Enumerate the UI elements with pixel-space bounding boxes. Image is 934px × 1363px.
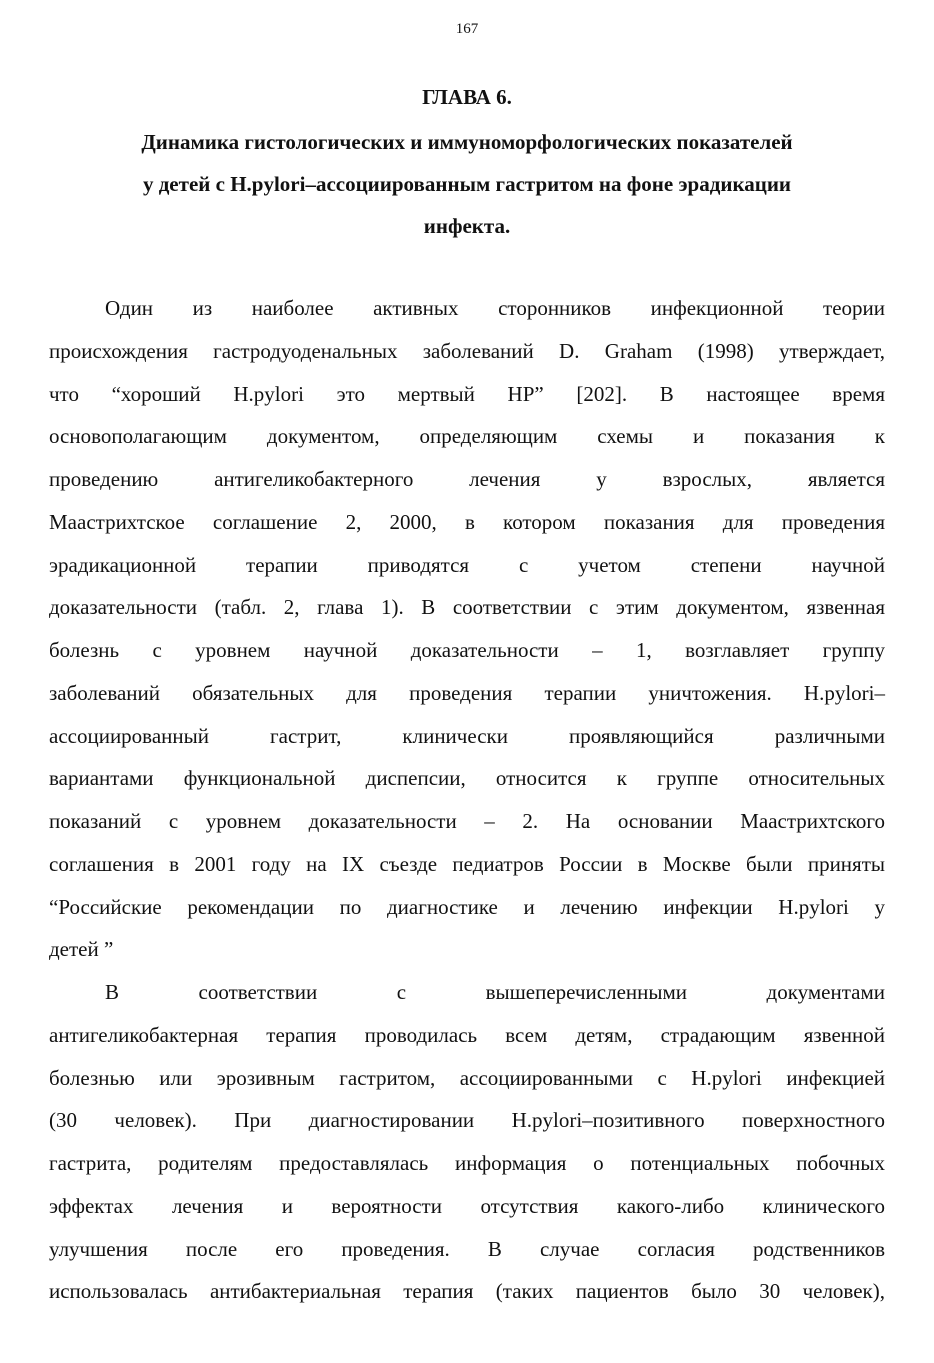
text-line: Один из наиболее активных сторонников инфекционной теории xyxy=(105,296,885,320)
text-line: “Российские рекомендации по диагностике и лечению инфекции H.pylori у xyxy=(49,894,885,919)
text-line: что “хороший H.pylori это мертвый HP” [202]. В настоящее время xyxy=(49,381,885,406)
text-line: показаний с уровнем доказательности – 2. На основании Маастрихтского xyxy=(49,809,885,833)
paragraph xyxy=(49,287,885,971)
text-line: заболеваний обязательных для проведения терапии уничтожения. H.pylori– xyxy=(49,680,885,705)
body-text xyxy=(49,287,885,1313)
text-line: антигеликобактерная терапия проводилась всем детям, страдающим язвенной xyxy=(49,1022,885,1047)
text-line: Маастрихтское соглашение 2, 2000, в котором показания для проведения xyxy=(49,509,885,534)
text-line: детей ” xyxy=(49,937,114,962)
text-line: В соответствии с вышеперечисленными документами xyxy=(105,980,885,1004)
text-line: использовалась антибактериальная терапия (таких пациентов было 30 человек), xyxy=(49,1279,885,1304)
chapter-title-line: Динамика гистологических и иммуноморфологических показателей xyxy=(141,130,793,154)
chapter-heading: ГЛАВА 6. xyxy=(422,85,512,109)
text-line: вариантами функциональной диспепсии, относится к группе относительных xyxy=(49,766,885,791)
chapter-title-line: у детей с H.pylori–ассоциированным гастритом на фоне эрадикации xyxy=(142,172,792,196)
page-number: 167 xyxy=(455,21,479,37)
text-line: гастрита, родителям предоставлялась информация о потенциальных побочных xyxy=(49,1151,885,1175)
text-line: происхождения гастродуоденальных заболеваний D. Graham (1998) утверждает, xyxy=(49,338,885,363)
text-line: проведению антигеликобактерного лечения у взрослых, является xyxy=(49,467,885,491)
paragraph xyxy=(49,971,885,1313)
text-line: улучшения после его проведения. В случае согласия родственников xyxy=(49,1236,885,1261)
text-line: основополагающим документом, определяющим схемы и показания к xyxy=(49,424,885,449)
text-line: эрадикационной терапии приводятся с учетом степени научной xyxy=(49,552,885,577)
text-line: болезнь с уровнем научной доказательности – 1, возглавляет группу xyxy=(49,638,885,662)
text-line: эффектах лечения и вероятности отсутствия какого-либо клинического xyxy=(49,1193,885,1218)
text-line: болезнью или эрозивным гастритом, ассоциированными с H.pylori инфекцией xyxy=(49,1065,885,1090)
chapter-title-line: инфекта. xyxy=(423,214,511,238)
chapter-title xyxy=(60,121,874,247)
text-line: соглашения в 2001 году на IX съезде педиатров России в Москве были приняты xyxy=(49,851,885,876)
text-line: (30 человек). При диагностировании H.pylori–позитивного поверхностного xyxy=(49,1108,885,1133)
text-line: доказательности (табл. 2, глава 1). В соответствии с этим документом, язвенная xyxy=(49,595,885,620)
text-line: ассоциированный гастрит, клинически проявляющийся различными xyxy=(49,723,885,748)
